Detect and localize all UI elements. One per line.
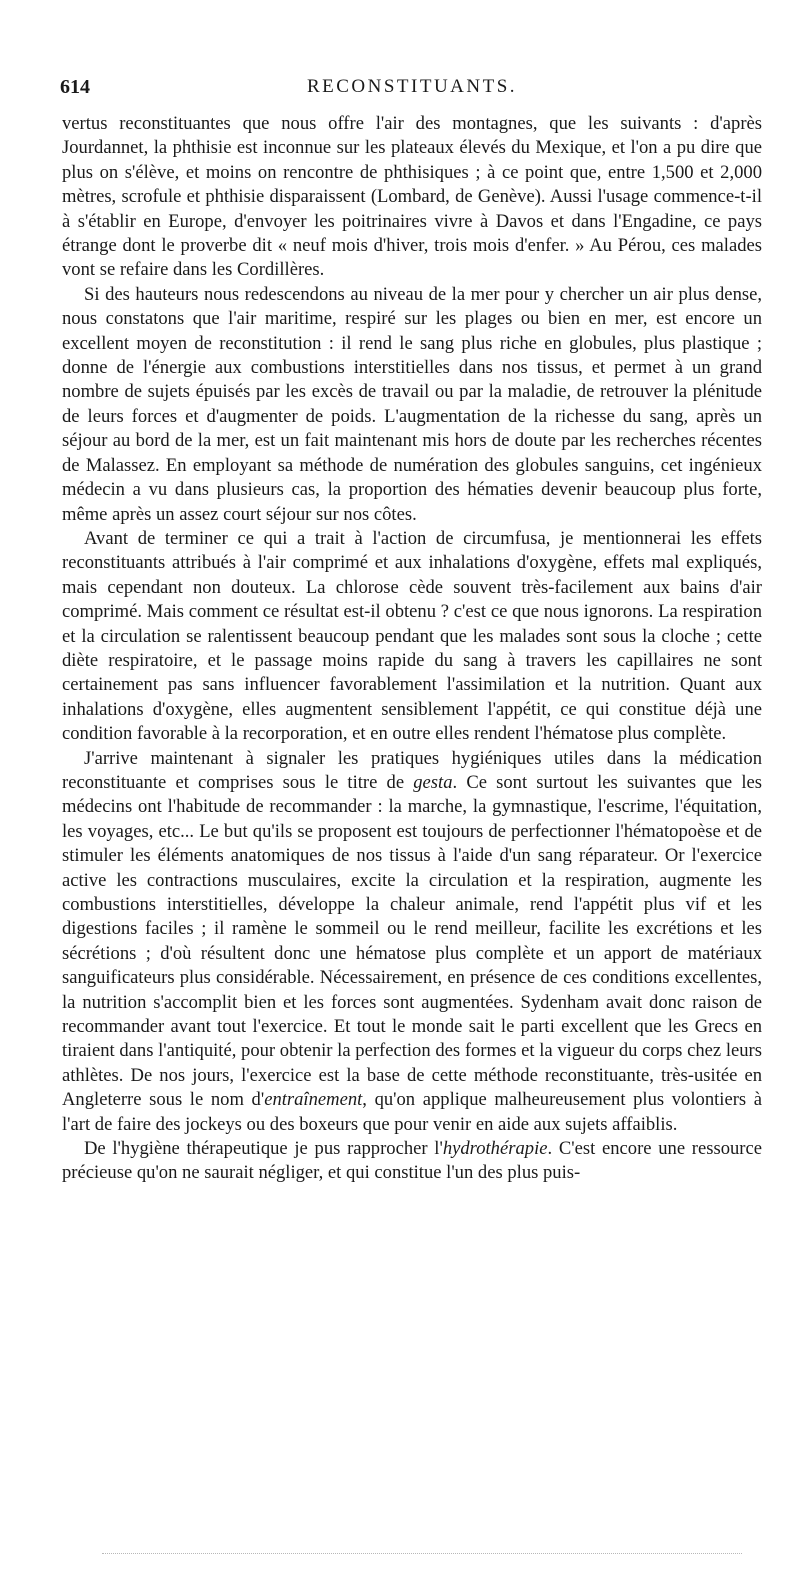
footer-rule [102, 1553, 742, 1554]
italic-term: entraînement [264, 1089, 363, 1111]
paragraph [62, 1137, 762, 1186]
paragraph [62, 747, 762, 1138]
paragraph [62, 283, 762, 527]
page-number: 614 [60, 76, 90, 98]
paragraph-text: vertus reconstituantes que nous offre l'air des montagnes, que les suivants : d'après Jourdannet, la phthisie est inconnue sur les plateaux élevés du Mexique, et l'on a pu dire que plus on s'élève, et moins on rencontre de phthisiques ; à ce point que, entre 1,500 et 2,000 mètres, scrofule et phthisie disparaissent (Lombard, de Genève). Aussi l'usage commence-t-il à s'établir en Europe, d'envoyer les poitrinaires vivre à Davos et dans l'Engadine, ce pays étrange dont le proverbe dit « neuf mois d'hiver, trois mois d'enfer. » Au Pérou, ces malades vont se refaire dans les Cordillères. [62, 113, 762, 281]
running-title: RECONSTITUANTS. [306, 76, 518, 97]
paragraph-text: De l'hygiène thérapeutique je pus rapprocher l' [84, 1138, 443, 1160]
paragraph-text: Si des hauteurs nous redescendons au niveau de la mer pour y chercher un air plus dense, nous constatons que l'air maritime, respiré sur les plages ou bien en mer, est encore un excellent moyen de reconstitution : il rend le sang plus riche en globules, plus plastique ; donne de l'énergie aux combustions interstitielles dans nos tissus, et permet à un grand nombre de sujets épuisés par les excès de travail ou par la maladie, de retrouver la plénitude de leurs forces et d'augmenter de poids. L'augmentation de la richesse du sang, après un séjour au bord de la mer, est un fait maintenant mis hors de doute par les recherches récentes de Malassez. En employant sa méthode de numération des globules sanguins, cet ingénieux médecin a vu dans plusieurs cas, la proportion des hématies devenir beaucoup plus forte, même après un assez court séjour sur nos côtes. [62, 283, 762, 525]
running-head [62, 72, 762, 112]
paragraph-text: . Ce sont surtout les suivantes que les médecins ont l'habitude de recommander : la marche, la gymnastique, l'escrime, l'équitation, les voyages, etc... Le but qu'ils se proposent est toujours de perfectionner l'hématopoèse et de stimuler les éléments anatomiques de nos tissus à l'aide d'un sang réparateur. Or l'exercice active les contractions musculaires, excite la circulation et la respiration, augmente les combustions interstitielles, développe la chaleur animale, rend l'appétit plus vif et les digestions faciles ; il ramène le sommeil ou le rend meilleur, facilite les excrétions et les sécrétions ; d'où résultent donc une hématose plus complète et un apport de matériaux sanguificateurs plus considérable. Nécessairement, en présence de ces conditions excellentes, la nutrition s'accomplit bien et les forces sont augmentées. Sydenham avait donc raison de recommander avant tout l'exercice. Et tout le monde sait le parti excellent que les Grecs en tiraient dans l'antiquité, pour obtenir la perfection des formes et la vigueur du corps chez leurs athlètes. De nos jours, l'exercice est la base de cette méthode reconstituante, très-usitée en Angleterre sous le nom d' [62, 771, 762, 1111]
body-text [62, 112, 762, 1186]
italic-term: gesta [413, 771, 453, 793]
paragraph-text: Avant de terminer ce qui a trait à l'action de circumfusa, je mentionnerai les effets reconstituants attribués à l'air comprimé et aux inhalations d'oxygène, effets mal expliqués, mais cependant non douteux. La chlorose cède souvent très-facilement aux bains d'air comprimé. Mais comment ce résultat est-il obtenu ? c'est ce que nous ignorons. La respiration et la circulation se ralentissent beaucoup pendant que les malades sont sous la cloche ; cette diète respiratoire, et le passage moins rapide du sang à travers les capillaires ne sont certainement pas sans influencer favorablement l'assimilation et la nutrition. Quant aux inhalations d'oxygène, elles augmentent sensiblement l'appétit, ce qui constitue déjà une condition favorable à la recorporation, et en outre elles rendent l'hématose plus complète. [62, 527, 762, 745]
page [62, 72, 762, 1186]
paragraph-text: , qu'on applique malheureusement plus volontiers à l'art de faire des jockeys ou des boxeurs que pour venir en aide aux sujets affaiblis. [62, 1089, 762, 1135]
paragraph-text: . C'est encore une ressource précieuse qu'on ne saurait négliger, et qui constitue l'un des plus puis- [62, 1138, 763, 1184]
italic-term: hydrothérapie [442, 1138, 548, 1160]
paragraph [62, 527, 762, 747]
paragraph [62, 112, 762, 283]
paragraph-text: J'arrive maintenant à signaler les pratiques hygiéniques utiles dans la médication reconstituante et comprises sous le titre de [62, 747, 762, 793]
